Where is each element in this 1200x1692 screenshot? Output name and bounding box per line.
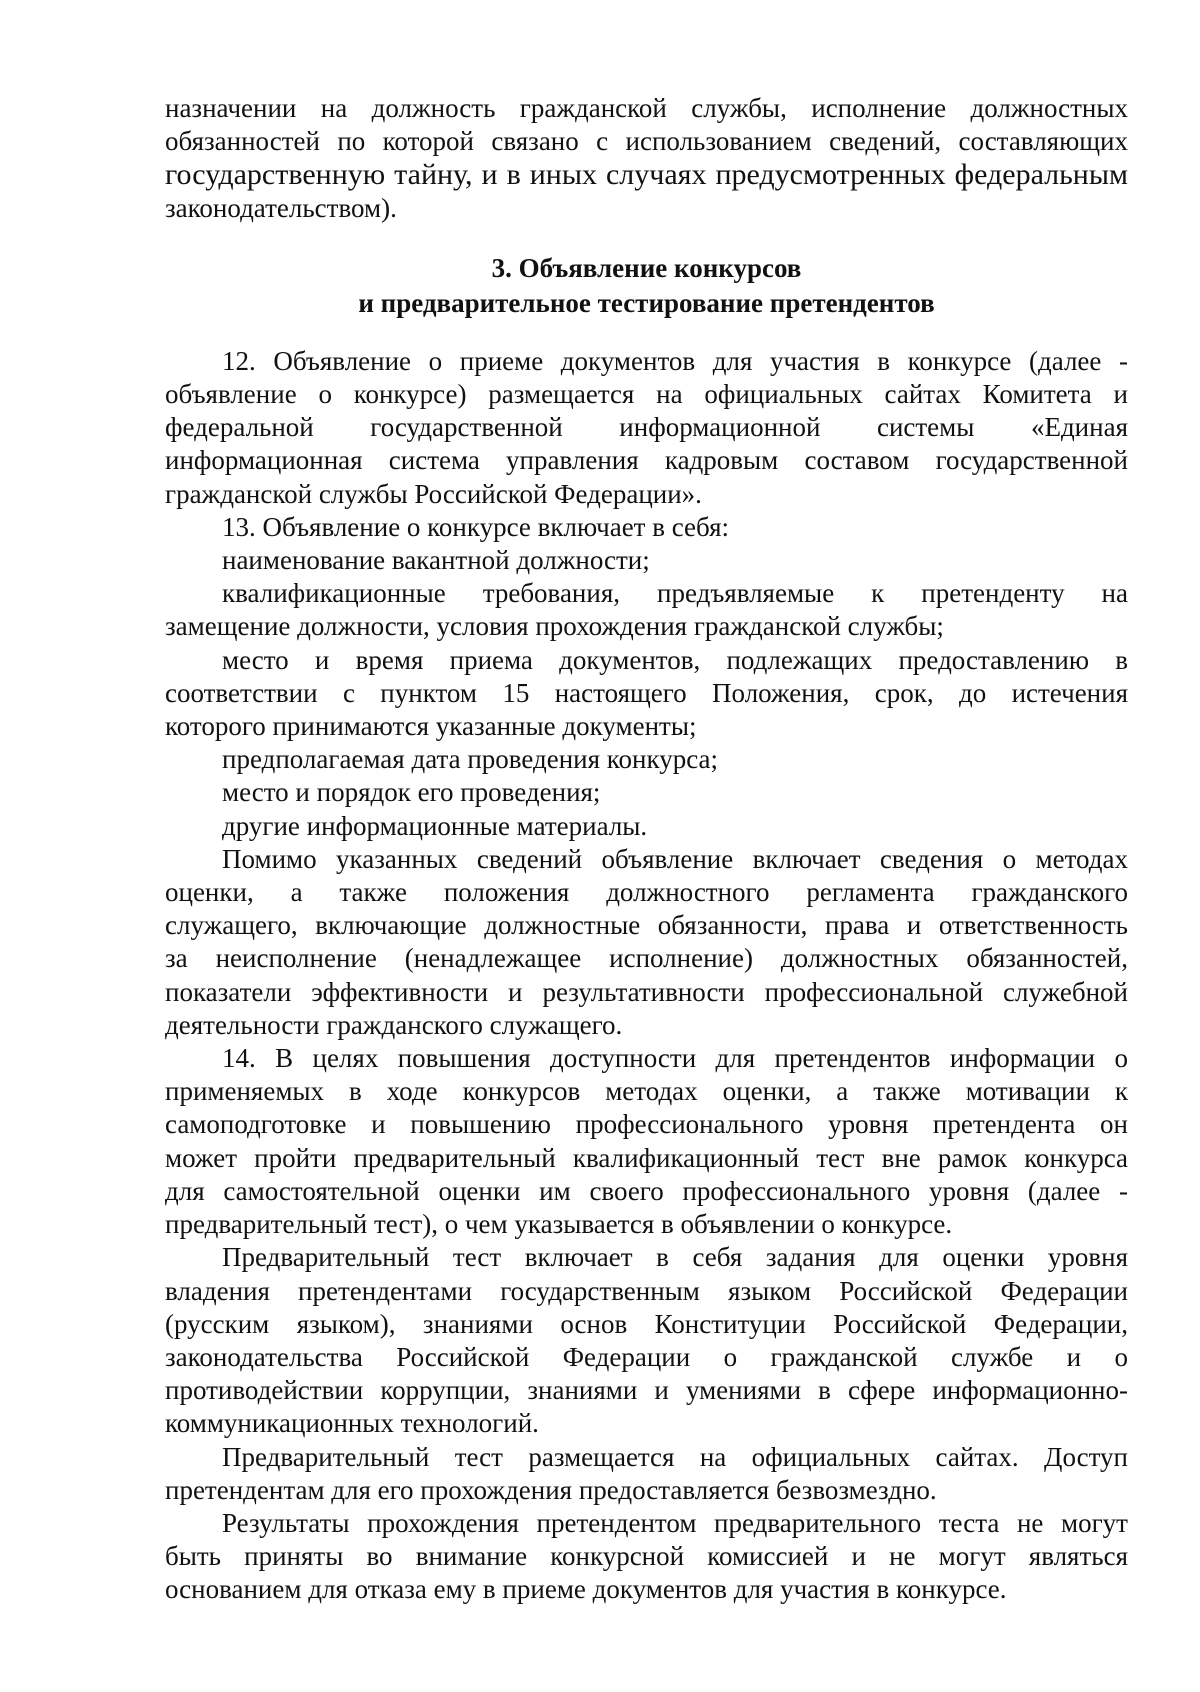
text-line: коммуникационных технологий. [165, 1408, 539, 1439]
text-line: гражданской службы Российской Федерации». [165, 478, 702, 509]
text-line: замещение должности, условия прохождения гражданской службы; [165, 611, 944, 642]
section-title-line-2: и предварительное тестирование претендентов [358, 287, 935, 318]
document-page [165, 92, 1128, 1607]
list-item: место и порядок его проведения; [222, 777, 601, 808]
text-line: за неисполнение (ненадлежащее исполнение) должностных обязанностей, [165, 943, 1128, 974]
text-line: 13. Объявление о конкурсе включает в себя: [222, 511, 730, 542]
text-line: 12. Объявление о приеме документов для участия в конкурсе (далее - [222, 345, 1128, 376]
paragraph-13 [165, 511, 1128, 843]
text-line: информационная система управления кадровым составом государственной [165, 445, 1128, 476]
section-heading [165, 251, 1128, 321]
text-line: оценки, а также положения должностного регламента гражданского [165, 877, 1128, 908]
text-line: предварительный тест), о чем указывается в объявлении о конкурсе. [165, 1209, 953, 1240]
paragraph-results [165, 1507, 1128, 1607]
text-line: самоподготовке и повышению профессионального уровня претендента он [165, 1109, 1128, 1140]
text-line: которого принимаются указанные документы; [165, 711, 697, 742]
paragraph-test-includes [165, 1241, 1128, 1440]
text-line: соответствии с пунктом 15 настоящего Положения, срок, до истечения [165, 677, 1128, 708]
text-line: может пройти предварительный квалификационный тест вне рамок конкурса [165, 1142, 1128, 1173]
text-line: государственную тайну, и в иных случаях предусмотренных федеральным [165, 158, 1128, 192]
paragraph-14 [165, 1042, 1128, 1241]
section-title-line-1: 3. Объявление конкурсов [491, 252, 802, 283]
intro-paragraph [165, 92, 1128, 225]
list-item: место и время приема документов, подлежащих предоставлению в [222, 644, 1128, 675]
text-line: для самостоятельной оценки им своего профессионального уровня (далее - [165, 1175, 1128, 1206]
list-item: другие информационные материалы. [222, 810, 648, 841]
text-line: служащего, включающие должностные обязанности, права и ответственность [165, 910, 1128, 941]
text-line: обязанностей по которой связано с использованием сведений, составляющих [165, 126, 1128, 157]
text-line: быть приняты во внимание конкурсной комиссией и не могут являться [165, 1541, 1128, 1572]
text-line: Предварительный тест размещается на официальных сайтах. Доступ [222, 1441, 1128, 1472]
text-line: владения претендентами государственным языком Российской Федерации [165, 1275, 1128, 1306]
list-item: квалификационные требования, предъявляемые к претенденту на [222, 578, 1128, 609]
text-line: показатели эффективности и результативности профессиональной служебной [165, 976, 1128, 1007]
text-line: претендентам для его прохождения предоставляется безвозмездно. [165, 1474, 937, 1505]
text-line: противодействии коррупции, знаниями и умениями в сфере информационно- [165, 1375, 1128, 1406]
paragraph-besides [165, 843, 1128, 1042]
text-line: основанием для отказа ему в приеме документов для участия в конкурсе. [165, 1574, 1007, 1605]
text-line: Предварительный тест включает в себя задания для оценки уровня [222, 1242, 1128, 1273]
text-line: объявление о конкурсе) размещается на официальных сайтах Комитета и [165, 379, 1128, 410]
list-item: предполагаемая дата проведения конкурса; [222, 744, 719, 775]
list-item: наименование вакантной должности; [222, 545, 650, 576]
text-line: 14. В целях повышения доступности для претендентов информации о [222, 1043, 1128, 1074]
text-line: законодательством). [165, 192, 397, 223]
text-line: федеральной государственной информационной системы «Единая [165, 412, 1128, 443]
text-line: назначении на должность гражданской службы, исполнение должностных [165, 93, 1128, 123]
text-line: Результаты прохождения претендентом предварительного теста не могут [222, 1507, 1128, 1538]
paragraph-test-placed [165, 1441, 1128, 1507]
text-line: законодательства Российской Федерации о гражданской службе и о [165, 1341, 1128, 1372]
text-line: деятельности гражданского служащего. [165, 1009, 623, 1040]
text-line: применяемых в ходе конкурсов методах оценки, а также мотивации к [165, 1076, 1128, 1107]
text-line: Помимо указанных сведений объявление включает сведения о методах [222, 843, 1128, 874]
text-line: (русским языком), знаниями основ Конституции Российской Федерации, [165, 1308, 1128, 1339]
paragraph-12 [165, 345, 1128, 511]
